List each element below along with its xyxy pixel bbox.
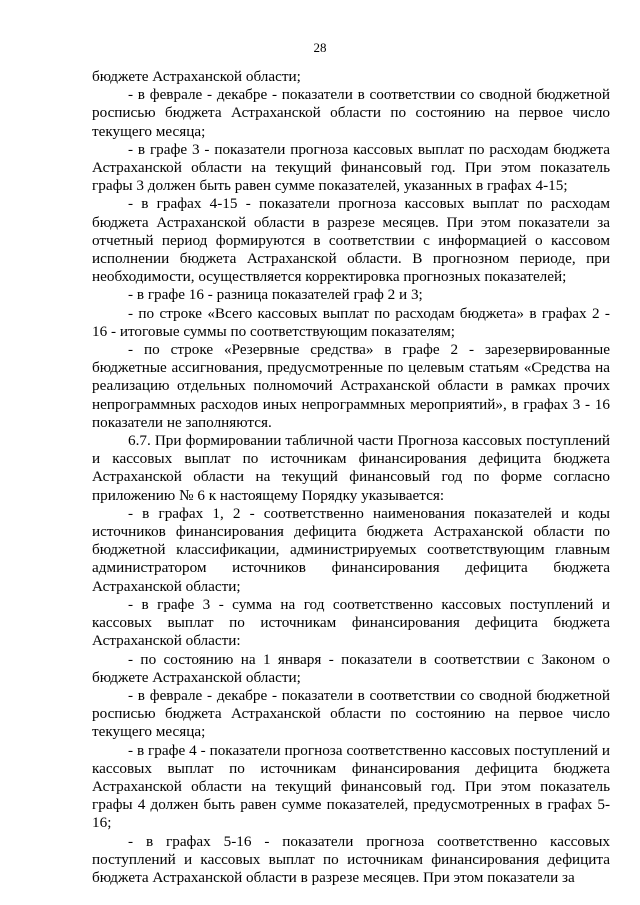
paragraph: - по строке «Всего кассовых выплат по расходам бюджета» в графах 2 - 16 - итоговые суммы по соответствующим показателям; [92, 304, 610, 340]
paragraph: бюджете Астраханской области; [92, 68, 301, 85]
paragraph: - в графе 4 - показатели прогноза соответственно кассовых поступлений и кассовых выплат по источникам финансирования дефицита бюджета Астраханской области на текущий финансовый год. При этом показатель графы 4 должен быть равен сумме показателей, предусмотренных в графах 5-16; [92, 741, 610, 832]
paragraph: - в феврале - декабре - показатели в соответствии со сводной бюджетной росписью бюджета Астраханской области по состоянию на первое число текущего месяца; [92, 686, 610, 741]
document-body [92, 68, 610, 887]
paragraph: - в графе 3 - сумма на год соответственно кассовых поступлений и кассовых выплат по источникам финансирования дефицита бюджета Астраханской области: [92, 595, 610, 650]
paragraph: 6.7. При формировании табличной части Прогноза кассовых поступлений и кассовых выплат по источникам финансирования дефицита бюджета Астраханской области на текущий финансовый год по форме согласно приложению № 6 к настоящему Порядку указывается: [92, 432, 610, 504]
paragraph: - по состоянию на 1 января - показатели в соответствии с Законом о бюджете Астраханской области; [92, 650, 610, 686]
paragraph: - в феврале - декабре - показатели в соответствии со сводной бюджетной росписью бюджета Астраханской области по состоянию на первое число текущего месяца; [92, 86, 610, 140]
page-number: 28 [313, 40, 327, 55]
paragraph: - в графах 4-15 - показатели прогноза кассовых выплат по расходам бюджета Астраханской области в разрезе месяцев. При этом показатели за отчетный период формируются в соответствии с информацией о кассовом исполнении бюджета Астраханской области. В прогнозном периоде, при необходимости, осуществляется корректировка прогнозных показателей; [92, 195, 610, 286]
paragraph: - в графах 1, 2 - соответственно наименования показателей и коды источников финансирования дефицита бюджета Астраханской области по бюджетной классификации, администрируемых соответствующим главным администратором источников финансирования дефицита бюджета Астраханской области; [92, 504, 610, 595]
paragraph: - в графе 16 - разница показателей граф 2 и 3; [128, 286, 423, 304]
paragraph: - в графе 3 - показатели прогноза кассовых выплат по расходам бюджета Астраханской области на текущий финансовый год. При этом показатель графы 3 должен быть равен сумме показателей, указанных в графах 4-15; [92, 140, 610, 195]
paragraph: - в графах 5-16 - показатели прогноза соответственно кассовых поступлений и кассовых выплат по источникам финансирования дефицита бюджета Астраханской области в разрезе месяцев. При этом показатели за [92, 832, 610, 886]
paragraph: - по строке «Резервные средства» в графе 2 - зарезервированные бюджетные ассигнования, предусмотренные по целевым статьям «Средства на реализацию отдельных полномочий Астраханской области в рамках прочих непрограммных расходов иных непрограммных мероприятий», в графах 3 - 16 показатели не заполняются. [92, 341, 610, 431]
